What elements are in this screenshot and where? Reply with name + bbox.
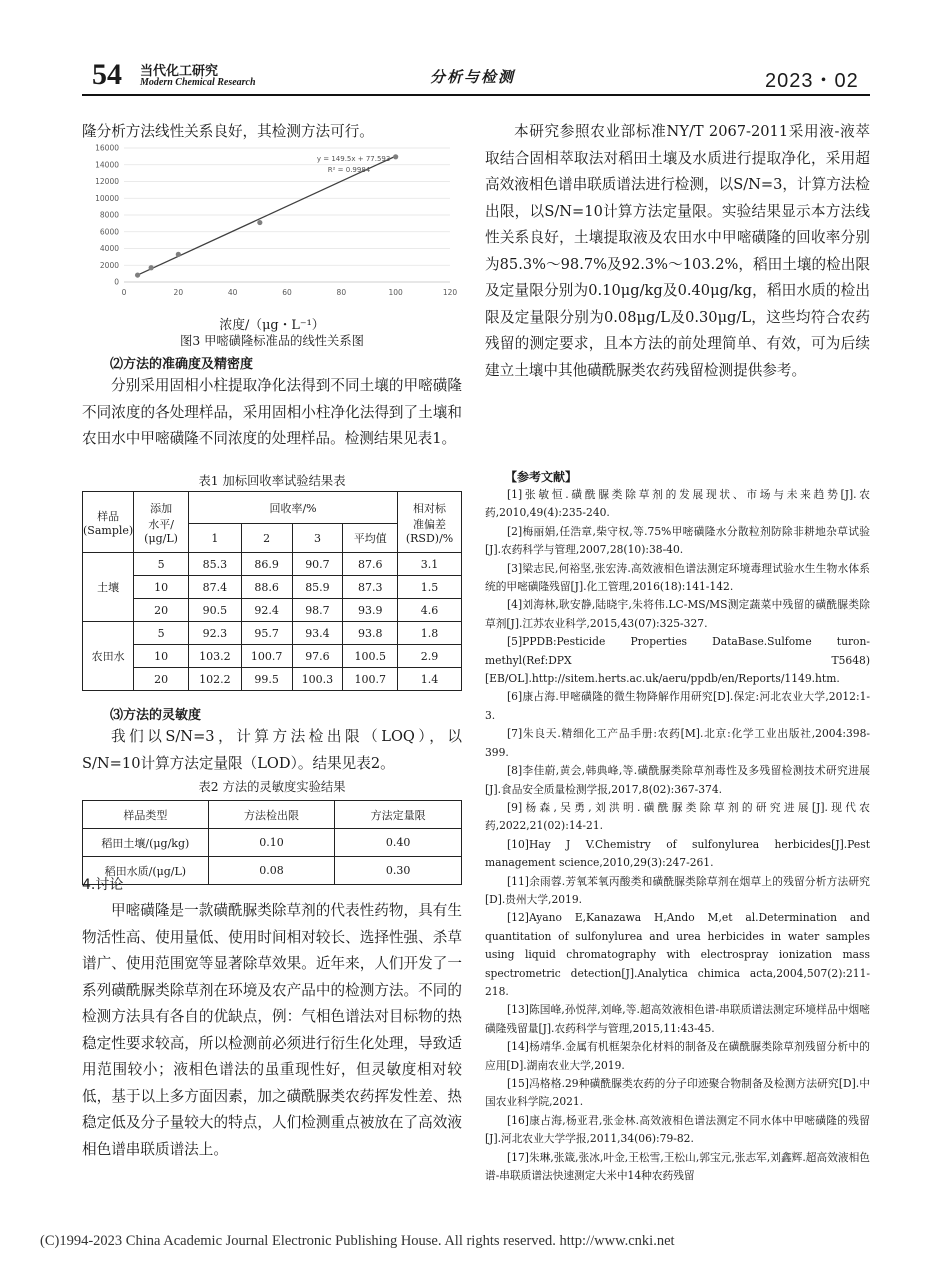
y-axis-ticks <box>95 144 119 287</box>
sensitivity-table-body <box>83 829 462 885</box>
table-cell: 88.6 <box>241 576 292 599</box>
discussion-paragraph: 甲嘧磺隆是一款磺酰脲类除草剂的代表性药物，具有生物活性高、使用量低、使用时间相对较长、选择性强、杀草谱广、使用范围宽等显著除草效果。近年来，人们开发了一系列磺酰脲类除草剂在环境及农产品中的检测方法。不同的检测方法具有各自的优缺点，例：气相色谱法对目标物的热稳定性要求较高，所以检测前必须进行衍生化处理，导致适用范围较小；液相色谱法的虽重现性好，但灵敏度相对较低，基于以上多方面因素，加之磺酰脲类农药挥发性差、热稳定低及分子量较大的特点，人们检测重点被放在了高效液相色谱串联质谱法上。 <box>82 902 462 1158</box>
table-cell: 5 <box>134 622 189 645</box>
journal-title-en: Modern Chemical Research <box>140 77 256 88</box>
table-cell: 99.5 <box>241 668 292 691</box>
table-row <box>83 553 462 576</box>
x-tick-label: 60 <box>282 288 292 297</box>
sample-group-label: 土壤 <box>83 553 134 622</box>
table-cell: 1.5 <box>398 576 462 599</box>
table-cell: 93.8 <box>343 622 398 645</box>
section-heading-discussion: 4.讨论 <box>82 877 124 893</box>
th-rsd: 相对标 准偏差 (RSD)/% <box>398 492 462 553</box>
table-cell: 1.4 <box>398 668 462 691</box>
table-cell: 100.7 <box>241 645 292 668</box>
issue-label: 2023・02 <box>765 70 859 92</box>
table-row <box>83 857 462 885</box>
table-cell: 93.9 <box>343 599 398 622</box>
reference-item: [2]梅丽娟,任浩章,柴守权,等.75%甲嘧磺隆水分散粒剂防除非耕地杂草试验[J].农药科学与管理,2007,28(10):38-40. <box>485 524 870 557</box>
table-cell: 103.2 <box>188 645 241 668</box>
data-point <box>393 154 398 159</box>
x-tick-label: 100 <box>388 288 403 297</box>
y-tick-label: 14000 <box>95 160 119 170</box>
table2-caption: 表2 方法的灵敏度实验结果 <box>198 780 346 794</box>
table-row <box>83 599 462 622</box>
reference-item: [4]刘海林,耿安静,陆晓宇,朱将伟.LC-MS/MS测定蔬菜中残留的磺酰脲类除草剂[J].江苏农业科学,2015,43(07):325-327. <box>485 598 870 630</box>
table-cell: 5 <box>134 553 189 576</box>
journal-title-cn: 当代化工研究 <box>140 64 219 79</box>
reference-item: [13]陈国峰,孙悦萍,刘峰,等.超高效液相色谱-串联质谱法测定环境样品中烟嘧磺隆残留量[J].农药科学与管理,2015,11:43-45. <box>485 1003 870 1035</box>
header-divider <box>82 94 870 96</box>
table-cell: 92.4 <box>241 599 292 622</box>
th-level: 添加 水平/ (μg/L) <box>134 492 189 553</box>
reference-item: [16]康占海,杨亚君,张金林.高效液相色谱法测定不同水体中甲嘧磺隆的残留[J].河北农业大学学报,2011,34(06):79-82. <box>485 1113 870 1146</box>
linearity-chart <box>88 142 460 332</box>
table-cell: 2.9 <box>398 645 462 668</box>
table-cell: 92.3 <box>188 622 241 645</box>
reference-item: [5]PPDB:Pesticide Properties DataBase.Sulfome turon-methyl(Ref:DPX T5648)[EB/OL].http://sitem.herts.ac.uk/aeru/ppdb/en/Reports/1149.htm. <box>485 635 870 686</box>
table-cell: 86.9 <box>241 553 292 576</box>
section-heading-sensitivity: ⑶方法的灵敏度 <box>110 708 202 723</box>
table-cell: 10 <box>134 645 189 668</box>
y-tick-label: 16000 <box>95 143 119 153</box>
accuracy-paragraph: 分别采用固相小柱提取净化法得到不同土壤的甲嘧磺隆不同浓度的各处理样品，采用固相小柱净化法得到了土壤和农田水中甲嘧磺隆不同浓度的处理样品。检测结果见表1。 <box>82 377 462 447</box>
th-rep-1: 1 <box>188 524 241 553</box>
data-point <box>176 252 181 257</box>
chart-gridlines <box>124 148 450 282</box>
x-tick-label: 0 <box>121 288 127 297</box>
table-cell: 0.10 <box>208 829 335 857</box>
table-cell: 1.8 <box>398 622 462 645</box>
reference-item: [11]余雨蓉.芳氧苯氧丙酸类和磺酰脲类除草剂在烟草上的残留分析方法研究[D].贵州大学,2019. <box>485 874 870 906</box>
table-cell: 稻田水质/(μg/L) <box>83 857 209 885</box>
table-cell: 90.7 <box>292 553 343 576</box>
reference-item: [12]Ayano E,Kanazawa H,Ando M,et al.Determination and quantitation of sulfonylurea and urea herbicides in water samples using liquid chromatography with electrospray ionization mass spectrometric detection[J].Analytica chimica acta,2004,507(2):211-218. <box>485 911 870 998</box>
reference-item: [1]张敏恒.磺酰脲类除草剂的发展现状、市场与未来趋势[J].农药,2010,49(4):235-240. <box>485 488 870 520</box>
trend-line <box>138 156 396 275</box>
table-cell: 100.5 <box>343 645 398 668</box>
table-cell: 93.4 <box>292 622 343 645</box>
table-cell: 0.30 <box>335 857 462 885</box>
table-cell: 0.08 <box>208 857 335 885</box>
th-rep-3: 3 <box>292 524 343 553</box>
sensitivity-table <box>82 800 462 885</box>
x-axis-label: 浓度/（μg・L⁻¹） <box>219 318 325 333</box>
reference-list <box>485 486 870 1185</box>
section-heading-accuracy: ⑵方法的准确度及精密度 <box>110 357 254 372</box>
x-tick-label: 20 <box>173 288 184 297</box>
table-cell: 87.3 <box>343 576 398 599</box>
table-cell: 0.40 <box>335 829 462 857</box>
table-row <box>83 576 462 599</box>
trend-equation: y = 149.5x + 77.593 <box>316 154 391 163</box>
recovery-table-body <box>83 553 462 691</box>
recovery-table <box>82 491 462 691</box>
reference-item: [17]朱琳,张箴,张冰,叶金,王松雪,王松山,郭宝元,张志军,刘鑫辉.超高效液相色谱-串联质谱法快速测定大米中14种农药残留 <box>485 1150 870 1183</box>
table-cell: 87.6 <box>343 553 398 576</box>
table-cell: 90.5 <box>188 599 241 622</box>
y-tick-label: 4000 <box>99 244 119 253</box>
th-mean: 平均值 <box>343 524 398 553</box>
y-tick-label: 6000 <box>99 227 119 237</box>
figure-caption: 图3 甲嘧磺隆标准品的线性关系图 <box>180 334 364 348</box>
conclusion-paragraph: 本研究参照农业部标准NY/T 2067-2011采用液-液萃取结合固相萃取法对稻田土壤及水质进行提取净化，采用超高效液相色谱串联质谱法进行检测，以S/N=3，计算方法检出限，以S/N=10计算方法定量限。实验结果显示本方法线性关系良好，土壤提取液及农田水中甲嘧磺隆的回收率分别为85.3%～98.7%及92.3%～103.2%，稻田土壤的检出限及定量限分别为0.10μg/kg及0.40μg/kg，稻田水质的检出限及定量限分别为0.08μg/L及0.30μg/L，这些均符合农药残留的测定要求，且本方法的前处理简单、有效，可为后续建立土壤中其他磺酰脲类农药残留检测提供参考。 <box>485 123 870 379</box>
reference-item: [14]杨靖华.金属有机框架杂化材料的制备及在磺酰脲类除草剂残留分析中的应用[D].湖南农业大学,2019. <box>485 1040 870 1072</box>
reference-item: [6]康占海.甲嘧磺隆的微生物降解作用研究[D].保定:河北农业大学,2012:1-3. <box>485 690 870 722</box>
reference-item: [8]李佳蔚,黄会,韩典峰,等.磺酰脲类除草剂毒性及多残留检测技术研究进展[J].食品安全质量检测学报,2017,8(02):367-374. <box>485 764 870 796</box>
th-rep-2: 2 <box>241 524 292 553</box>
table-cell: 3.1 <box>398 553 462 576</box>
x-tick-label: 120 <box>442 288 458 297</box>
page-number: 54 <box>92 58 122 91</box>
x-tick-label: 80 <box>336 288 347 297</box>
y-tick-label: 10000 <box>95 193 119 203</box>
x-tick-label: 40 <box>227 288 238 297</box>
r-squared: R² = 0.9984 <box>327 165 371 174</box>
y-tick-label: 12000 <box>95 177 119 186</box>
table-row <box>83 668 462 691</box>
x-axis-ticks <box>122 288 458 297</box>
table-cell: 95.7 <box>241 622 292 645</box>
reference-item: [7]朱良天.精细化工产品手册:农药[M].北京:化学工业出版社,2004:398-399. <box>485 727 870 759</box>
table-cell: 4.6 <box>398 599 462 622</box>
table-cell: 87.4 <box>188 576 241 599</box>
y-tick-label: 8000 <box>99 210 119 220</box>
reference-item: [15]冯格格.29种磺酰脲类农药的分子印迹聚合物制备及检测方法研究[D].中国农业科学院,2021. <box>485 1077 870 1109</box>
table-cell: 85.9 <box>292 576 343 599</box>
table1-caption: 表1 加标回收率试验结果表 <box>198 474 346 488</box>
reference-item: [9]杨森,吴勇,刘洪明.磺酰脲类除草剂的研究进展[J].现代农药,2022,21(02):14-21. <box>485 800 870 833</box>
copyright-footer: (C)1994-2023 China Academic Journal Electronic Publishing House. All rights reserved. http://www.cnki.net <box>40 1233 675 1249</box>
table-cell: 10 <box>134 576 189 599</box>
table-cell: 97.6 <box>292 645 343 668</box>
data-point <box>135 272 140 277</box>
reference-item: [10]Hay J V.Chemistry of sulfonylurea herbicides[J].Pest management science,2010,29(3):247-261. <box>485 837 870 870</box>
table-cell: 85.3 <box>188 553 241 576</box>
y-tick-label: 2000 <box>99 260 119 270</box>
data-point <box>149 265 154 270</box>
sensitivity-paragraph: 我们以S/N=3，计算方法检出限（LOQ），以S/N=10计算方法定量限（LOD）。结果见表2。 <box>82 728 462 772</box>
sample-group-label: 农田水 <box>83 622 134 691</box>
references-title: 【参考文献】 <box>505 470 578 484</box>
y-tick-label: 0 <box>114 277 119 287</box>
reference-item: [3]梁志民,何裕坚,张宏涛.高效液相色谱法测定环境毒理试验水生生物水体系统的甲嘧磺隆残留[J].化工管理,2016(18):141-142. <box>485 561 870 594</box>
table-cell: 稻田土壤/(μg/kg) <box>83 829 209 857</box>
section-title: 分析与检测 <box>430 68 516 86</box>
table-row <box>83 829 462 857</box>
table-cell: 100.3 <box>292 668 343 691</box>
table-cell: 100.7 <box>343 668 398 691</box>
th-lod: 方法检出限 <box>208 801 335 829</box>
data-point <box>257 220 262 225</box>
th-sample-type: 样品类型 <box>83 801 209 829</box>
table-cell: 20 <box>134 668 189 691</box>
table-row <box>83 645 462 668</box>
table-cell: 20 <box>134 599 189 622</box>
table-cell: 98.7 <box>292 599 343 622</box>
table-cell: 102.2 <box>188 668 241 691</box>
table-row <box>83 622 462 645</box>
th-loq: 方法定量限 <box>335 801 462 829</box>
th-sample: 样品 (Sample) <box>83 492 134 553</box>
th-recovery: 回收率/% <box>188 492 397 524</box>
intro-line: 隆分析方法线性关系良好，其检测方法可行。 <box>82 123 374 140</box>
